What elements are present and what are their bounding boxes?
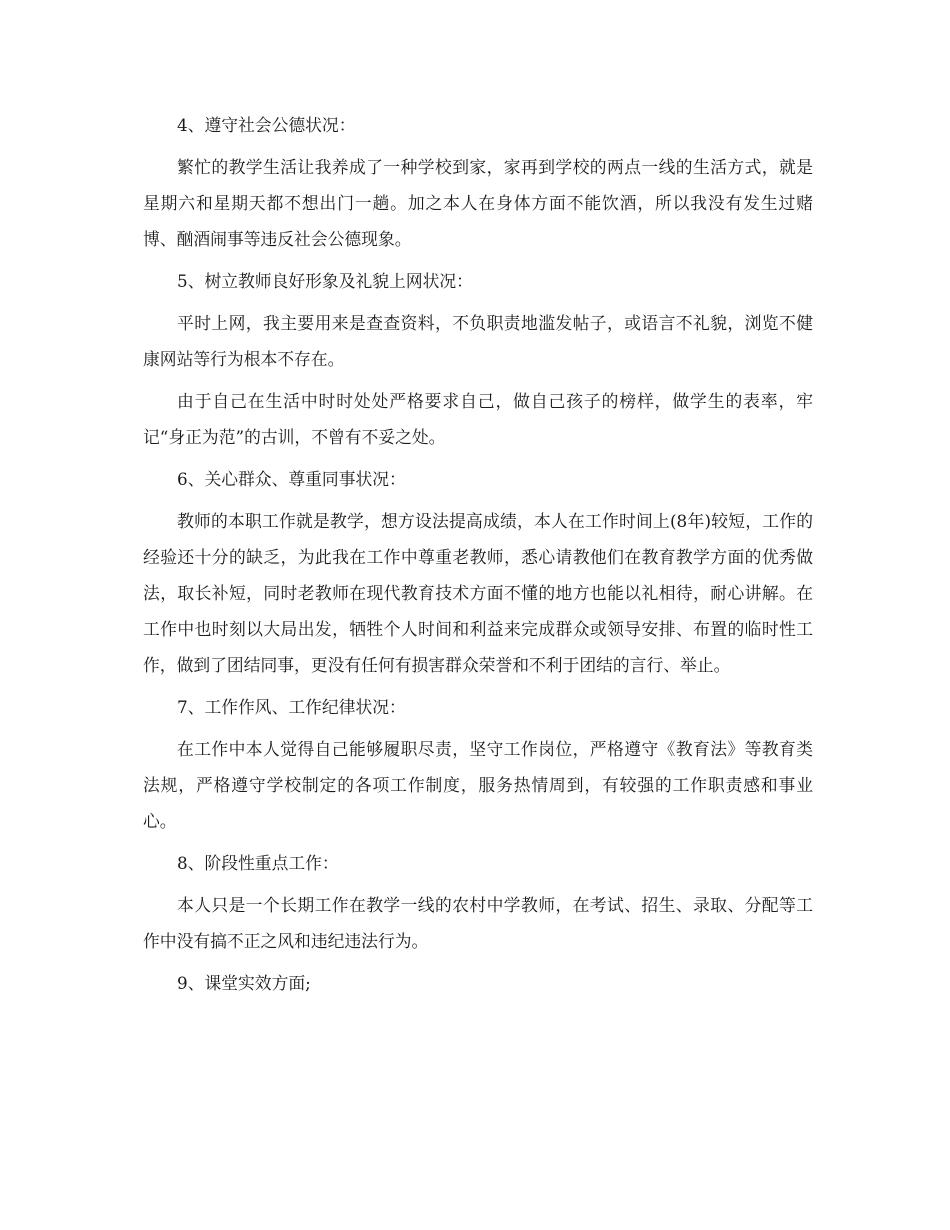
document-page bbox=[143, 107, 813, 1007]
section-heading-7: 7、工作作风、工作纪律状况： bbox=[177, 697, 406, 717]
section-heading-6: 6、关心群众、尊重同事状况： bbox=[177, 469, 406, 489]
section-7-paragraph-1: 在工作中本人觉得自己能够履职尽责，坚守工作岗位，严格遵守《教育法》等教育类法规，严格遵守学校制定的各项工作制度，服务热情周到，有较强的工作职责感和事业心。 bbox=[143, 739, 813, 831]
section-heading-5: 5、树立教师良好形象及礼貌上网状况： bbox=[177, 271, 473, 291]
section-heading-4: 4、遵守社会公德状况： bbox=[177, 115, 356, 135]
section-5-paragraph-1: 平时上网，我主要用来是查查资料，不负职责地滥发帖子，或语言不礼貌，浏览不健康网站等行为根本不存在。 bbox=[143, 313, 813, 369]
section-5-paragraph-2: 由于自己在生活中时时处处严格要求自己，做自己孩子的榜样，做学生的表率，牢记“身正为范”的古训，不曾有不妥之处。 bbox=[143, 391, 813, 447]
section-6-paragraph-1: 教师的本职工作就是教学，想方设法提高成绩，本人在工作时间上(8年)较短，工作的经验还十分的缺乏，为此我在工作中尊重老教师，悉心请教他们在教育教学方面的优秀做法，取长补短，同时老教师在现代教育技术方面不懂的地方也能以礼相待，耐心讲解。在工作中也时刻以大局出发，牺牲个人时间和利益来完成群众或领导安排、布置的临时性工作，做到了团结同事，更没有任何有损害群众荣誉和不利于团结的言行、举止。 bbox=[143, 511, 813, 675]
section-heading-9: 9、课堂实效方面; bbox=[177, 973, 311, 993]
section-heading-8: 8、阶段性重点工作： bbox=[177, 853, 339, 873]
section-4-paragraph-1: 繁忙的教学生活让我养成了一种学校到家，家再到学校的两点一线的生活方式，就是星期六和星期天都不想出门一趟。加之本人在身体方面不能饮酒，所以我没有发生过赌博、酗酒闹事等违反社会公德现象。 bbox=[143, 157, 813, 249]
section-8-paragraph-1: 本人只是一个长期工作在教学一线的农村中学教师，在考试、招生、录取、分配等工作中没有搞不正之风和违纪违法行为。 bbox=[143, 895, 813, 951]
